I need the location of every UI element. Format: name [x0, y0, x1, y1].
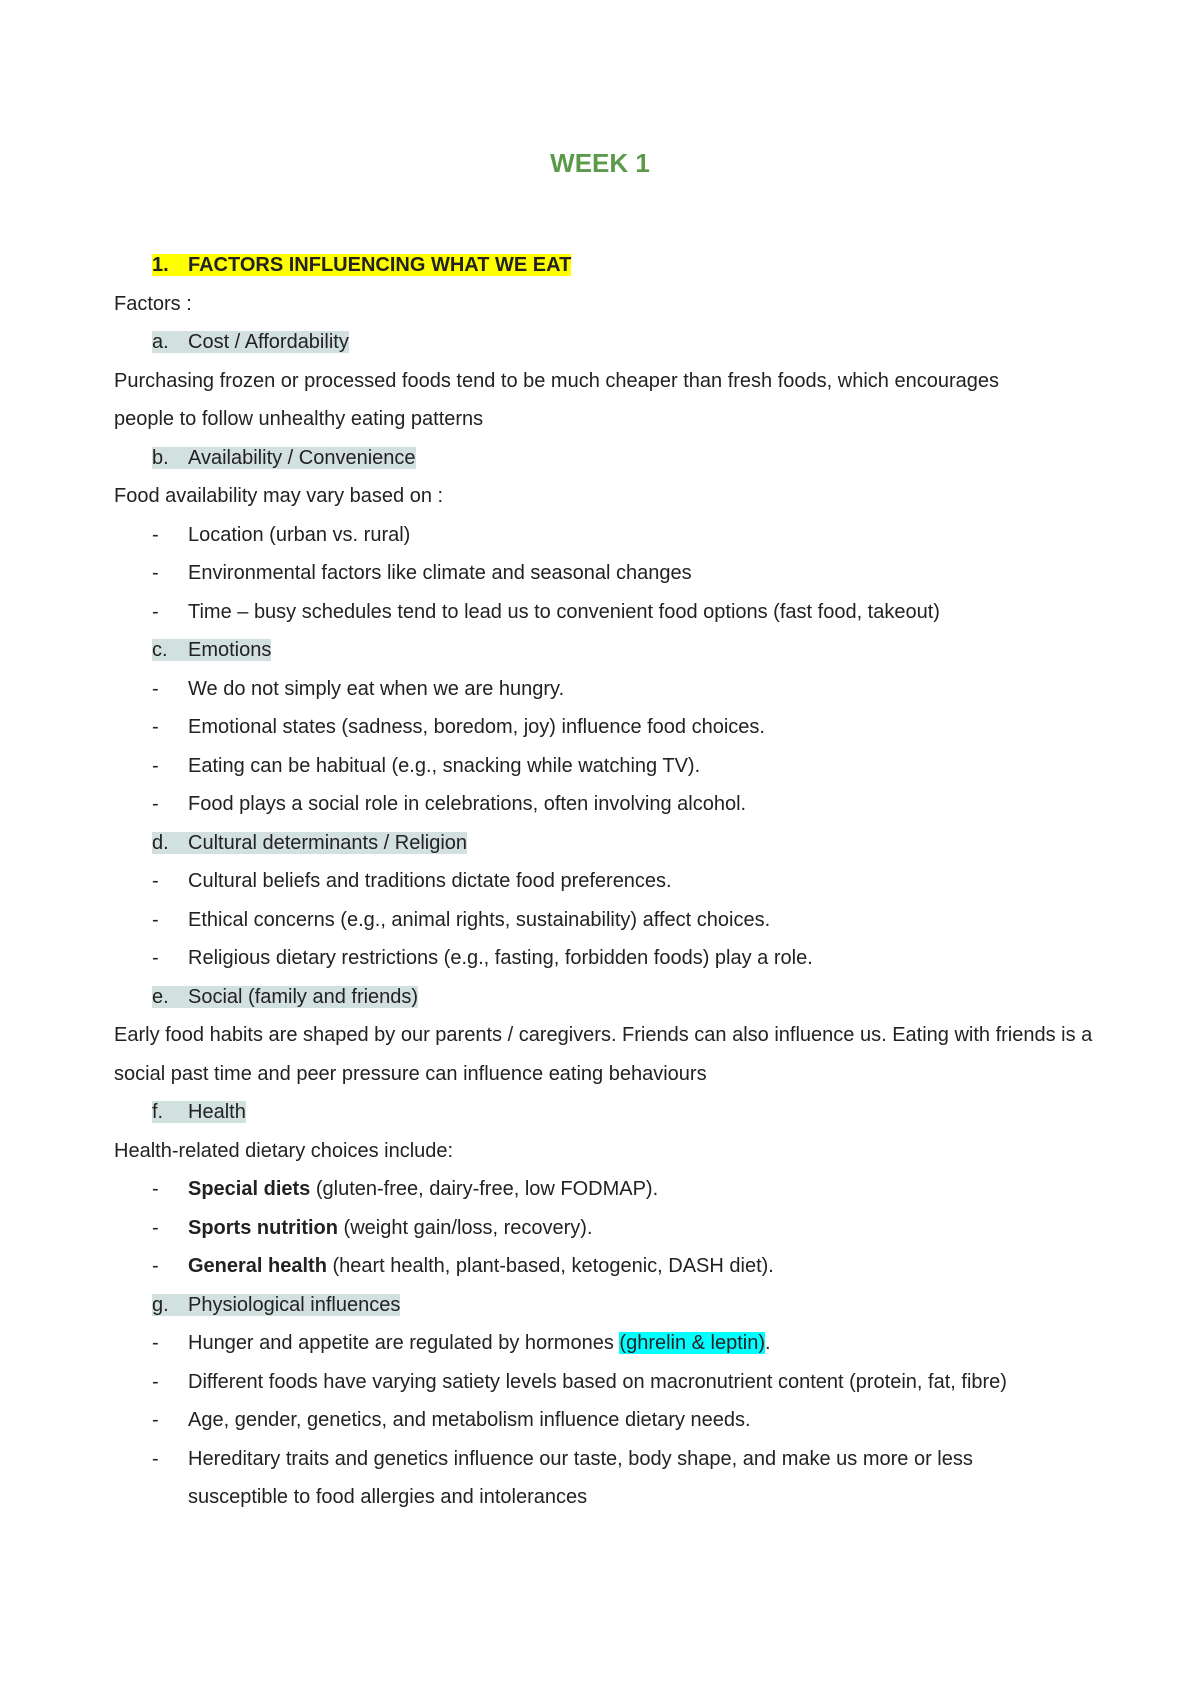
bullet-dash: - [152, 1216, 159, 1239]
subheading-availability [114, 439, 1104, 478]
bullet-dash: - [152, 1409, 159, 1431]
list-marker: b. [152, 446, 169, 469]
subheading-physiological [114, 1286, 1104, 1325]
list-item [114, 516, 1104, 555]
list-item-text: Location (urban vs. rural) [188, 523, 411, 546]
text-before-highlight: Hunger and appetite are regulated by hormones [188, 1332, 620, 1354]
bullet-dash: - [152, 600, 159, 623]
list-marker: d. [152, 831, 169, 854]
paragraph-social: Early food habits are shaped by our parents / caregivers. Friends can also influence us. Eating with friends is a social past time and peer pressure can influence eating behaviours [114, 1024, 1093, 1085]
subheading-highlight [152, 331, 349, 353]
list-item-text: Ethical concerns (e.g., animal rights, sustainability) affect choices. [188, 908, 771, 931]
list-marker: a. [152, 331, 169, 353]
list-marker: c. [152, 639, 168, 661]
bold-term: Special diets [188, 1178, 311, 1200]
term-description: (heart health, plant-based, ketogenic, DASH diet). [326, 1255, 774, 1277]
subheading-emotions [114, 631, 1104, 670]
subheading-cost [114, 323, 1104, 362]
list-item-text: Eating can be habitual (e.g., snacking while watching TV). [188, 754, 701, 777]
list-item-text: We do not simply eat when we are hungry. [188, 677, 565, 700]
bold-term: Sports nutrition [188, 1216, 338, 1239]
bullet-dash: - [152, 1370, 159, 1393]
bullet-dash: - [152, 1332, 159, 1354]
bullet-dash: - [152, 754, 159, 777]
subheading-label: Health [188, 1101, 246, 1123]
bold-term: General health [188, 1255, 327, 1277]
list-item-text: Time – busy schedules tend to lead us to convenient food options (fast food, takeout) [188, 600, 940, 623]
section-heading [114, 246, 1104, 285]
subheading-label: Emotions [188, 639, 272, 661]
subheading-label: Physiological influences [188, 1293, 401, 1316]
list-item [114, 747, 1104, 786]
document-body [114, 246, 1104, 1517]
list-marker: g. [152, 1293, 169, 1316]
subheading-highlight [152, 447, 416, 469]
bullet-dash: - [152, 1255, 159, 1277]
bullet-dash: - [152, 562, 159, 584]
list-item [114, 1363, 1104, 1402]
page-title: WEEK 1 [550, 148, 650, 178]
bullet-dash: - [152, 523, 159, 546]
list-item [114, 1209, 1104, 1248]
list-item-text: Environmental factors like climate and seasonal changes [188, 562, 692, 584]
subheading-highlight [152, 986, 418, 1008]
bullet-dash: - [152, 793, 159, 815]
list-item [114, 1247, 1104, 1286]
list-item [114, 1324, 1104, 1363]
list-item [114, 1440, 1104, 1517]
bullet-dash: - [152, 677, 159, 700]
factors-intro: Factors : [114, 292, 192, 315]
subheading-label: Availability / Convenience [188, 446, 416, 469]
list-item [114, 862, 1104, 901]
list-item-text: Food plays a social role in celebrations, often involving alcohol. [188, 793, 747, 815]
list-item-text [152, 1209, 1104, 1248]
list-marker: f. [152, 1101, 164, 1123]
paragraph-cost: Purchasing frozen or processed foods tend to be much cheaper than fresh foods, which encourages people to follow unhealthy eating patterns [114, 369, 999, 430]
subheading-label: Cost / Affordability [188, 331, 349, 353]
paragraph-health: Health-related dietary choices include: [114, 1139, 454, 1162]
list-item-text: Emotional states (sadness, boredom, joy) influence food choices. [188, 716, 765, 738]
list-item [114, 554, 1104, 593]
list-item-text: Hereditary traits and genetics influence our taste, body shape, and make us more or less susceptible to food allergies and intolerances [188, 1447, 973, 1508]
subheading-highlight [152, 639, 271, 661]
bullet-dash: - [152, 1178, 159, 1200]
list-item-text [152, 1247, 1104, 1286]
text-after-highlight: . [765, 1332, 771, 1354]
list-item [114, 939, 1104, 978]
subheading-cultural [114, 824, 1104, 863]
subheading-label: Social (family and friends) [188, 985, 419, 1008]
list-item [114, 670, 1104, 709]
paragraph-availability: Food availability may vary based on : [114, 485, 444, 507]
list-marker: e. [152, 985, 169, 1008]
list-item [114, 901, 1104, 940]
list-item [114, 1401, 1104, 1440]
section-number: 1. [152, 254, 169, 276]
bullet-dash: - [152, 947, 159, 969]
subheading-highlight [152, 1294, 400, 1316]
bullet-dash: - [152, 908, 159, 931]
list-item-text: Different foods have varying satiety levels based on macronutrient content (protein, fat, fibre) [188, 1370, 1007, 1393]
list-item-text [152, 1170, 1104, 1209]
subheading-highlight [152, 1101, 246, 1123]
subheading-label: Cultural determinants / Religion [188, 831, 468, 854]
subheading-highlight [152, 832, 467, 854]
term-description: (weight gain/loss, recovery). [337, 1216, 593, 1239]
bullet-dash: - [152, 870, 159, 892]
section-heading-highlight [152, 254, 571, 276]
bullet-dash: - [152, 716, 159, 738]
subheading-health [114, 1093, 1104, 1132]
list-item-text: Cultural beliefs and traditions dictate food preferences. [188, 870, 672, 892]
bullet-dash: - [152, 1447, 159, 1470]
term-description: (gluten-free, dairy-free, low FODMAP). [310, 1178, 659, 1200]
section-heading-text: FACTORS INFLUENCING WHAT WE EAT [188, 254, 572, 276]
subheading-social [114, 978, 1104, 1017]
highlighted-term: (ghrelin & leptin) [619, 1332, 766, 1354]
list-item [114, 1170, 1104, 1209]
list-item [114, 708, 1104, 747]
list-item-text: Age, gender, genetics, and metabolism influence dietary needs. [188, 1409, 751, 1431]
list-item-text [152, 1324, 1104, 1363]
list-item [114, 785, 1104, 824]
list-item-text: Religious dietary restrictions (e.g., fasting, forbidden foods) play a role. [188, 947, 813, 969]
list-item [114, 593, 1104, 632]
